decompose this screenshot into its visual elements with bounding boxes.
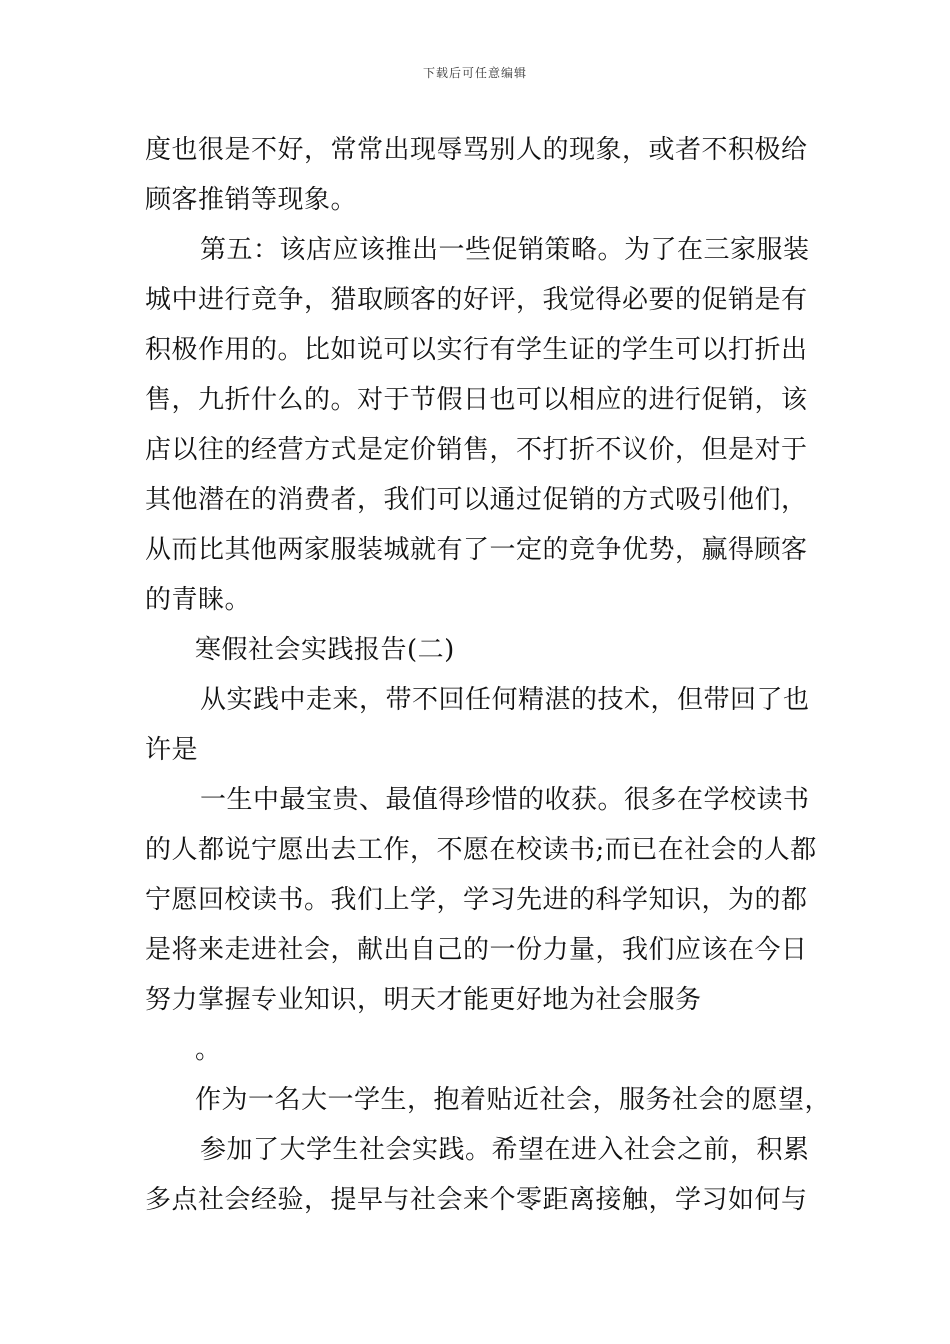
text-line: 宁愿回校读书。我们上学，学习先进的科学知识，为的都 bbox=[145, 885, 808, 915]
text-line: 从实践中走来，带不回任何精湛的技术，但带回了也 bbox=[200, 685, 810, 715]
text-line: 售，九折什么的。对于节假日也可以相应的进行促销，该 bbox=[145, 385, 808, 415]
text-line: 顾客推销等现象。 bbox=[145, 185, 358, 215]
text-line: 一生中最宝贵、最值得珍惜的收获。很多在学校读书 bbox=[200, 785, 810, 815]
page-header: 下载后可任意编辑 bbox=[422, 66, 527, 80]
text-line: 店以往的经营方式是定价销售，不打折不议价，但是对于 bbox=[145, 435, 808, 465]
text-line: 参加了大学生社会实践。希望在进入社会之前，积累 bbox=[200, 1135, 810, 1165]
text-line: 第五：该店应该推出一些促销策略。为了在三家服装 bbox=[200, 235, 810, 265]
text-line: 努力掌握专业知识，明天才能更好地为社会服务 bbox=[145, 985, 702, 1015]
text-line: 。 bbox=[195, 1035, 222, 1065]
text-line: 积极作用的。比如说可以实行有学生证的学生可以打折出 bbox=[145, 335, 808, 365]
text-line: 其他潜在的消费者，我们可以通过促销的方式吸引他们， bbox=[145, 485, 808, 515]
text-line: 的青睐。 bbox=[145, 585, 252, 615]
text-line: 从而比其他两家服装城就有了一定的竞争优势，赢得顾客 bbox=[145, 535, 808, 565]
text-line: 作为一名大一学生，抱着贴近社会，服务社会的愿望， bbox=[195, 1085, 832, 1115]
text-line: 的人都说宁愿出去工作，不愿在校读书;而已在社会的人都 bbox=[145, 835, 817, 865]
document-body bbox=[145, 125, 832, 1225]
text-line: 城中进行竞争，猎取顾客的好评，我觉得必要的促销是有 bbox=[145, 285, 808, 315]
section-heading: 寒假社会实践报告(二) bbox=[195, 635, 455, 665]
text-line: 许是 bbox=[145, 735, 199, 765]
text-line: 多点社会经验，提早与社会来个零距离接触，学习如何与 bbox=[145, 1185, 808, 1215]
text-line: 是将来走进社会，献出自己的一份力量，我们应该在今日 bbox=[145, 935, 808, 965]
text-line: 度也很是不好，常常出现辱骂别人的现象，或者不积极给 bbox=[145, 135, 808, 165]
